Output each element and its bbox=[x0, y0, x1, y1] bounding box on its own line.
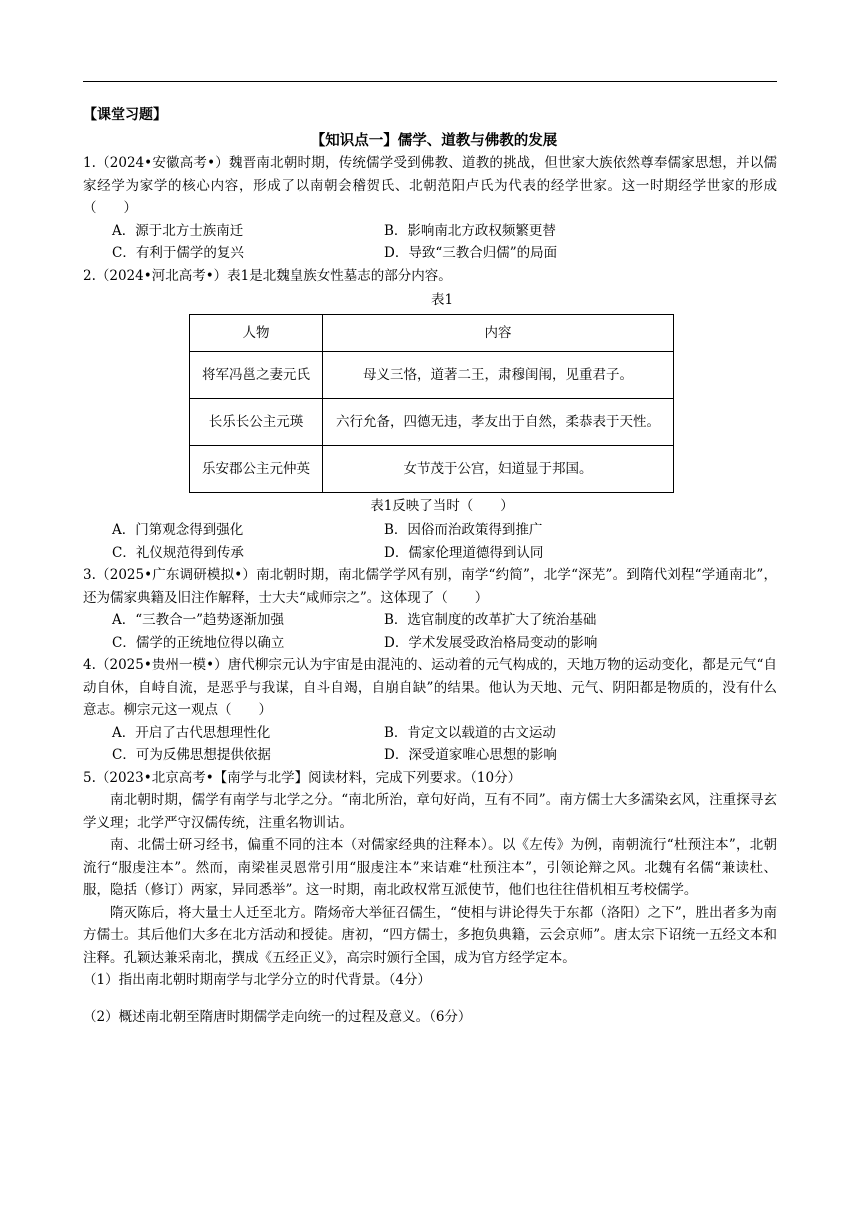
table-cell: 女节茂于公宫，妇道显于邦国。 bbox=[323, 445, 674, 492]
inscription-table bbox=[189, 314, 674, 493]
option-d[interactable]: D．导致“三教合归儒”的局面 bbox=[384, 245, 558, 261]
question-5 bbox=[83, 767, 777, 1029]
option-c[interactable]: C．礼仪规范得到传承 bbox=[112, 544, 244, 561]
option-a[interactable]: A．开启了古代思想理性化 bbox=[112, 724, 271, 741]
table-caption: 表1 bbox=[430, 292, 454, 308]
table-cell: 将军冯邕之妻元氏 bbox=[190, 351, 323, 398]
option-d[interactable]: D．深受道家唯心思想的影响 bbox=[384, 747, 557, 763]
worksheet-content bbox=[83, 104, 777, 1028]
question-4-options bbox=[83, 722, 777, 767]
table-row bbox=[190, 398, 674, 445]
question-1-stem: 1.（2024•安徽高考•）魏晋南北朝时期，传统儒学受到佛教、道教的挑战，但世家大族依然尊奉儒家思想，并以儒家经学为家学的核心内容，形成了以南朝会稽贺氏、北朝范阳卢氏为代表的经学世家。这一时期经学世家的形成（ ） bbox=[83, 155, 777, 216]
question-1-options bbox=[83, 220, 777, 265]
material-paragraph: 南、北儒士研习经书，偏重不同的注本（对儒家经典的注释本）。以《左传》为例，南朝流行“杜预注本”，北朝流行“服虔注本”。然而，南梁崔灵恩常引用“服虔注本”来诘难“杜预注本”，引领论辩之风。北魏有名儒“兼读杜、服，隐括（修订）两家，异同悉举”。这一时期，南北政权常互派使节，他们也往往借机相互考校儒学。 bbox=[83, 837, 777, 898]
sub-question-1: （1）指出南北朝时期南学与北学分立的时代背景。（4分） bbox=[83, 972, 431, 988]
table-header-cell: 内容 bbox=[323, 314, 674, 351]
option-b[interactable]: B．因俗而治政策得到推广 bbox=[384, 522, 543, 538]
option-c[interactable]: C．有利于儒学的复兴 bbox=[112, 245, 244, 261]
question-2 bbox=[83, 265, 777, 565]
table-header-row bbox=[190, 314, 674, 351]
option-b[interactable]: B．选官制度的改革扩大了统治基础 bbox=[384, 612, 597, 628]
option-c[interactable]: C．可为反佛思想提供依据 bbox=[112, 747, 271, 763]
topic-title: 【知识点一】儒学、道教与佛教的发展 bbox=[310, 131, 558, 149]
question-1 bbox=[83, 152, 777, 265]
header-rule bbox=[83, 81, 777, 82]
answer-space[interactable] bbox=[83, 992, 777, 1006]
table-row bbox=[190, 351, 674, 398]
table-row bbox=[190, 445, 674, 492]
table-cell: 长乐长公主元瑛 bbox=[190, 398, 323, 445]
question-3-options bbox=[83, 609, 777, 654]
material-paragraph: 隋灭陈后，将大量士人迁至北方。隋炀帝大举征召儒生，“使相与讲论得失于东都（洛阳）之下”，胜出者多为南方儒士。其后他们大多在北方活动和授徒。唐初，“四方儒士，多抱负典籍，云会京师”。唐太宗下诏统一五经文本和注释。孔颖达兼采南北，撰成《五经正义》，高宗时颁行全国，成为官方经学定本。 bbox=[83, 904, 777, 966]
question-3 bbox=[83, 564, 777, 654]
option-a[interactable]: A．门第观念得到强化 bbox=[112, 522, 244, 538]
question-4 bbox=[83, 654, 777, 767]
question-2-prompt: 表1反映了当时（ ） bbox=[370, 497, 514, 514]
section-title: 【课堂习题】 bbox=[83, 107, 167, 123]
material-paragraph: 南北朝时期，儒学有南学与北学之分。“南北所治，章句好尚，互有不同”。南方儒士大多濡染玄风，注重探寻玄学义理；北学严守汉儒传统，注重名物训诂。 bbox=[83, 792, 777, 831]
option-b[interactable]: B．影响南北方政权频繁更替 bbox=[384, 222, 556, 239]
question-4-stem: 4.（2025•贵州一模•）唐代柳宗元认为宇宙是由混沌的、运动着的元气构成的，天地万物的运动变化，都是元气“自动自休，自峙自流，是恶乎与我谋，自斗自竭，自崩自缺”的结果。他认为天地、元气、阴阳都是物质的，没有什么意志。柳宗元这一观点（ ） bbox=[83, 657, 777, 718]
sub-question-2: （2）概述南北朝至隋唐时期儒学走向统一的过程及意义。（6分） bbox=[83, 1008, 472, 1025]
question-2-stem: 2.（2024•河北高考•）表1是北魏皇族女性墓志的部分内容。 bbox=[83, 267, 452, 284]
question-2-options bbox=[83, 519, 777, 564]
question-5-stem: 5.（2023•北京高考•【南学与北学】阅读材料，完成下列要求。（10分） bbox=[83, 769, 522, 786]
option-a[interactable]: A．源于北方士族南迁 bbox=[112, 222, 244, 239]
table-cell: 乐安郡公主元仲英 bbox=[190, 445, 323, 492]
option-b[interactable]: B．肯定文以载道的古文运动 bbox=[384, 724, 556, 741]
option-d[interactable]: D．儒家伦理道德得到认同 bbox=[384, 544, 544, 561]
option-a[interactable]: A．“三教合一”趋势逐渐加强 bbox=[112, 612, 285, 628]
option-c[interactable]: C．儒学的正统地位得以确立 bbox=[112, 634, 285, 651]
table-cell: 六行允备，四德无违，孝友出于自然，柔恭表于天性。 bbox=[323, 398, 674, 445]
table-header-cell: 人物 bbox=[190, 314, 323, 351]
question-3-stem: 3.（2025•广东调研模拟•）南北朝时期，南北儒学学风有别，南学“约简”，北学“深芜”。到隋代刘程“学通南北”，还为儒家典籍及旧注作解释，士大夫“咸师宗之”。这体现了（ ） bbox=[83, 567, 777, 606]
option-d[interactable]: D．学术发展受政治格局变动的影响 bbox=[384, 634, 598, 651]
table-cell: 母义三恪，道著二王，肃穆闺闱，见重君子。 bbox=[323, 351, 674, 398]
